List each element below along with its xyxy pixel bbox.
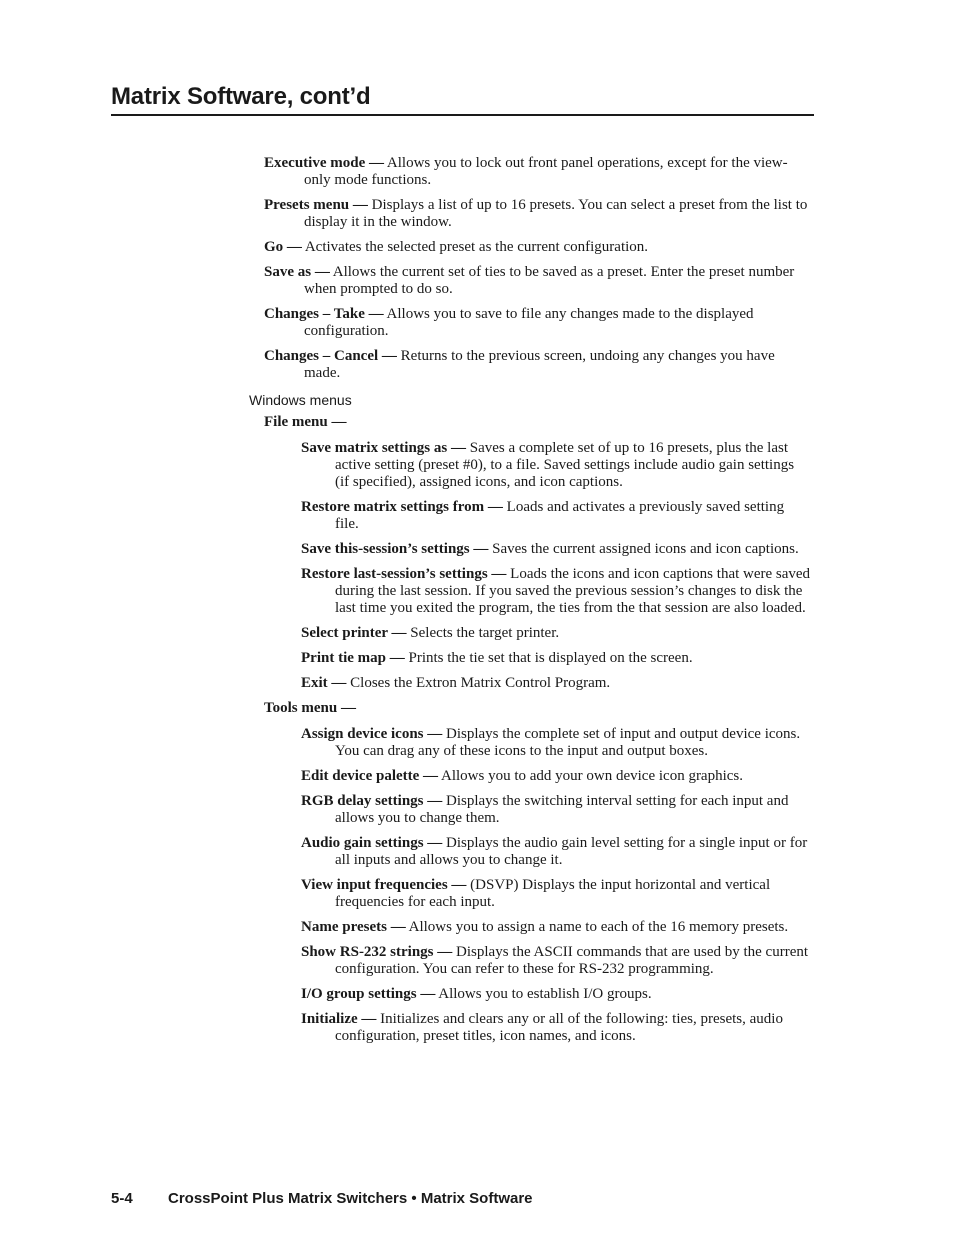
definition-term: Name presets —: [301, 919, 406, 935]
footer-title: CrossPoint Plus Matrix Switchers • Matrix Software: [168, 1190, 533, 1207]
definition-item: [0, 768, 811, 785]
definition-item: [0, 1011, 811, 1045]
definition-term: Go —: [264, 239, 302, 255]
definition-item: [0, 944, 811, 978]
definition-text: Displays a list of up to 16 presets. You can select a preset from the list to display it in the window.: [304, 197, 808, 230]
definition-text: Allows you to add your own device icon graphics.: [438, 768, 744, 784]
definition-item: [0, 306, 814, 340]
definition-text: Loads and activates a previously saved setting file.: [335, 499, 785, 532]
definition-item: [0, 541, 811, 558]
definition-text: Closes the Extron Matrix Control Program.: [346, 675, 611, 691]
page-header: [111, 82, 814, 116]
definition-term: Audio gain settings —: [301, 835, 443, 851]
definition-text: Activates the selected preset as the current configuration.: [301, 239, 649, 255]
definition-text: Allows you to lock out front panel operations, except for the view-only mode functions.: [304, 155, 788, 188]
definition-item: [0, 264, 814, 298]
definition-term: Edit device palette —: [301, 768, 439, 784]
definition-text: Saves the current assigned icons and icon captions.: [488, 541, 799, 557]
definition-text: Saves a complete set of up to 16 presets, plus the last active setting (preset #0), to a file. Saved settings include audio gain settings (if specified), assigned icons, and icon captions.: [335, 440, 795, 490]
definition-term: Save matrix settings as —: [301, 440, 466, 456]
definition-item: [0, 835, 811, 869]
definition-term: Save this-session’s settings —: [301, 541, 489, 557]
definition-item: [0, 440, 811, 491]
definition-text: Displays the audio gain level setting for a single input or for all inputs and allows you to change it.: [335, 835, 808, 868]
definition-text: Allows the current set of ties to be saved as a preset. Enter the preset number when prompted to do so.: [304, 264, 795, 297]
definition-term: Executive mode —: [264, 155, 384, 171]
definition-term: RGB delay settings —: [301, 793, 443, 809]
definition-item: [0, 675, 811, 692]
definition-text: Selects the target printer.: [406, 625, 560, 641]
definition-term: Select printer —: [301, 625, 407, 641]
definition-term: Restore matrix settings from —: [301, 499, 503, 515]
definition-text: Allows you to assign a name to each of the 16 memory presets.: [405, 919, 789, 935]
file-menu-label: File menu —: [264, 414, 347, 430]
definition-text: Prints the tie set that is displayed on the screen.: [404, 650, 693, 666]
definition-item: [0, 566, 811, 617]
definition-term: Presets menu —: [264, 197, 368, 213]
definition-text: Returns to the previous screen, undoing any changes you have made.: [304, 348, 775, 381]
definition-item: [0, 239, 814, 256]
definition-item: [0, 726, 811, 760]
definition-text: Loads the icons and icon captions that were saved during the last session. If you saved the previous session’s changes to disk the last time you exited the program, the ties from the that session are also loaded.: [335, 566, 811, 616]
definition-item: [0, 155, 814, 189]
definition-term: Show RS-232 strings —: [301, 944, 453, 960]
definition-text: Displays the ASCII commands that are used by the current configuration. You can refer to these for RS-232 programming.: [335, 944, 809, 977]
definition-term: I/O group settings —: [301, 986, 436, 1002]
definition-text: Displays the switching interval setting for each input and allows you to change them.: [335, 793, 789, 826]
definition-item: [0, 919, 811, 936]
definition-term: Save as —: [264, 264, 330, 280]
definition-term: Exit —: [301, 675, 347, 691]
definition-term: Assign device icons —: [301, 726, 443, 742]
definition-term: Changes – Cancel —: [264, 348, 397, 364]
definition-text: Initializes and clears any or all of the following: ties, presets, audio configuration, preset titles, icon names, and icons.: [335, 1011, 783, 1044]
definition-text: Allows you to establish I/O groups.: [435, 986, 652, 1002]
definition-item: [0, 986, 811, 1003]
page-title: Matrix Software, cont’d: [111, 83, 371, 110]
definition-item: [0, 348, 814, 382]
definition-item: [0, 499, 811, 533]
definition-item: [0, 793, 811, 827]
tools-menu-label: Tools menu —: [264, 700, 356, 716]
definition-term: Changes – Take —: [264, 306, 384, 322]
definition-item: [0, 625, 811, 642]
definition-text: Allows you to save to file any changes made to the displayed configuration.: [304, 306, 754, 339]
page-body: [0, 155, 954, 1053]
definition-text: Displays the complete set of input and output device icons. You can drag any of these icons to the input and output boxes.: [335, 726, 801, 759]
definition-item: [0, 877, 811, 911]
section-heading: Windows menus: [249, 392, 352, 408]
page-number: 5-4: [111, 1190, 133, 1207]
definition-item: [0, 197, 814, 231]
definition-text: (DSVP) Displays the input horizontal and vertical frequencies for each input.: [335, 877, 771, 910]
definition-term: Initialize —: [301, 1011, 377, 1027]
definition-term: Print tie map —: [301, 650, 405, 666]
definition-item: [0, 650, 811, 667]
definition-term: Restore last-session’s settings —: [301, 566, 507, 582]
page-footer: [111, 1190, 533, 1207]
definition-term: View input frequencies —: [301, 877, 467, 893]
